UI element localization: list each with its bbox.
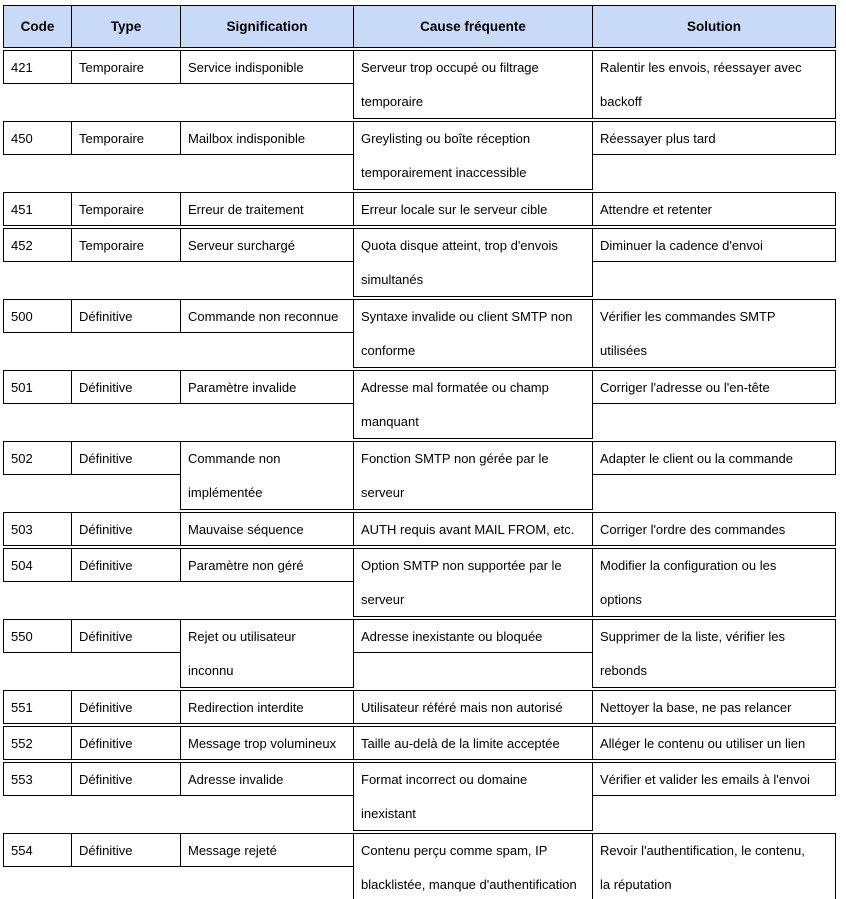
cell-code bbox=[3, 192, 72, 226]
cell-cause bbox=[353, 762, 593, 831]
cell-solution bbox=[592, 50, 836, 119]
cell-text-line: Fonction SMTP non gérée par le bbox=[361, 451, 549, 466]
cell-text-line: Commande non reconnue bbox=[188, 309, 339, 324]
cell-signification bbox=[180, 548, 354, 582]
cell-signification bbox=[180, 690, 354, 724]
cell-text-line: Option SMTP non supportée par le bbox=[361, 558, 562, 573]
cell-solution bbox=[592, 726, 836, 760]
cell-text-line: Serveur surchargé bbox=[188, 238, 295, 253]
cell-solution bbox=[592, 299, 836, 368]
cell-text-line: 452 bbox=[11, 238, 33, 253]
cell-solution bbox=[592, 762, 836, 796]
cell-text-line: blacklistée, manque d'authentification bbox=[361, 877, 577, 892]
cell-code bbox=[3, 228, 72, 262]
cell-code bbox=[3, 299, 72, 333]
cell-text-line: Définitive bbox=[79, 772, 133, 787]
cell-text-line: Nettoyer la base, ne pas relancer bbox=[600, 700, 792, 715]
cell-text-line: Définitive bbox=[79, 522, 133, 537]
cell-text-line: serveur bbox=[361, 592, 405, 607]
cell-code bbox=[3, 512, 72, 546]
table-header-row bbox=[3, 5, 840, 48]
cell-signification bbox=[180, 833, 354, 867]
cell-text-line: serveur bbox=[361, 485, 405, 500]
cell-type bbox=[71, 548, 181, 582]
cell-code bbox=[3, 548, 72, 582]
cell-type bbox=[71, 762, 181, 796]
cell-cause bbox=[353, 619, 593, 653]
cell-solution bbox=[592, 228, 836, 262]
cell-text-line: Modifier la configuration ou les bbox=[600, 558, 777, 573]
cell-text-line: inconnu bbox=[188, 663, 234, 678]
cell-solution bbox=[592, 370, 836, 404]
cell-code bbox=[3, 726, 72, 760]
table-row bbox=[3, 50, 840, 119]
cell-type bbox=[71, 512, 181, 546]
cell-signification bbox=[180, 619, 354, 688]
cell-type bbox=[71, 833, 181, 867]
cell-text-line: 451 bbox=[11, 202, 33, 217]
cell-cause bbox=[353, 726, 593, 760]
cell-signification bbox=[180, 512, 354, 546]
cell-text-line: Temporaire bbox=[79, 202, 145, 217]
cell-text-line: Réessayer plus tard bbox=[600, 131, 716, 146]
cell-signification bbox=[180, 441, 354, 510]
cell-text-line: Vérifier et valider les emails à l'envoi bbox=[600, 772, 810, 787]
header-cell-signification: Signification bbox=[180, 5, 354, 48]
cell-text-line: Quota disque atteint, trop d'envois bbox=[361, 238, 558, 253]
cell-text-line: 553 bbox=[11, 772, 33, 787]
cell-text-line: conforme bbox=[361, 343, 416, 358]
cell-text-line: AUTH requis avant MAIL FROM, etc. bbox=[361, 522, 575, 537]
cell-text-line: Alléger le contenu ou utiliser un lien bbox=[600, 736, 806, 751]
cell-text-line: 503 bbox=[11, 522, 33, 537]
cell-text-line: 450 bbox=[11, 131, 33, 146]
cell-text-line: Adresse invalide bbox=[188, 772, 284, 787]
cell-text-line: la réputation bbox=[600, 877, 672, 892]
cell-text-line: Commande non bbox=[188, 451, 281, 466]
cell-text-line: Définitive bbox=[79, 380, 133, 395]
cell-text-line: Vérifier les commandes SMTP bbox=[600, 309, 776, 324]
table-row bbox=[3, 299, 840, 368]
cell-solution bbox=[592, 192, 836, 226]
cell-type bbox=[71, 726, 181, 760]
cell-type bbox=[71, 690, 181, 724]
cell-text-line: backoff bbox=[600, 94, 642, 109]
cell-text-line: Message trop volumineux bbox=[188, 736, 337, 751]
cell-text-line: Temporaire bbox=[79, 60, 145, 75]
cell-type bbox=[71, 192, 181, 226]
cell-text-line: 504 bbox=[11, 558, 33, 573]
cell-text-line: 500 bbox=[11, 309, 33, 324]
cell-text-line: Adapter le client ou la commande bbox=[600, 451, 793, 466]
cell-text-line: options bbox=[600, 592, 642, 607]
cell-text-line: Taille au-delà de la limite acceptée bbox=[361, 736, 560, 751]
cell-solution bbox=[592, 690, 836, 724]
cell-cause bbox=[353, 192, 593, 226]
table-row bbox=[3, 726, 840, 760]
cell-text-line: Utilisateur référé mais non autorisé bbox=[361, 700, 563, 715]
cell-code bbox=[3, 762, 72, 796]
cell-text-line: Mailbox indisponible bbox=[188, 131, 306, 146]
cell-type bbox=[71, 619, 181, 653]
cell-solution bbox=[592, 548, 836, 617]
cell-text-line: manquant bbox=[361, 414, 419, 429]
cell-text-line: Paramètre non géré bbox=[188, 558, 304, 573]
cell-text-line: 421 bbox=[11, 60, 33, 75]
cell-signification bbox=[180, 762, 354, 796]
cell-text-line: Erreur locale sur le serveur cible bbox=[361, 202, 548, 217]
cell-code bbox=[3, 50, 72, 84]
cell-cause bbox=[353, 370, 593, 439]
cell-cause bbox=[353, 512, 593, 546]
cell-text-line: Adresse inexistante ou bloquée bbox=[361, 629, 543, 644]
cell-type bbox=[71, 441, 181, 475]
cell-type bbox=[71, 50, 181, 84]
cell-solution bbox=[592, 121, 836, 155]
table-row bbox=[3, 548, 840, 617]
header-cell-solution: Solution bbox=[592, 5, 836, 48]
cell-cause bbox=[353, 441, 593, 510]
cell-text-line: Redirection interdite bbox=[188, 700, 304, 715]
cell-text-line: Greylisting ou boîte réception bbox=[361, 131, 531, 146]
cell-solution bbox=[592, 441, 836, 475]
header-cell-type: Type bbox=[71, 5, 181, 48]
table-row bbox=[3, 512, 840, 546]
table-row bbox=[3, 370, 840, 439]
cell-solution bbox=[592, 619, 836, 688]
cell-text-line: Mauvaise séquence bbox=[188, 522, 304, 537]
cell-text-line: Corriger l'adresse ou l'en-tête bbox=[600, 380, 770, 395]
cell-code bbox=[3, 441, 72, 475]
cell-text-line: Revoir l'authentification, le contenu, bbox=[600, 843, 805, 858]
table-row bbox=[3, 690, 840, 724]
cell-text-line: Supprimer de la liste, vérifier les bbox=[600, 629, 785, 644]
cell-signification bbox=[180, 192, 354, 226]
cell-signification bbox=[180, 370, 354, 404]
cell-signification bbox=[180, 726, 354, 760]
cell-type bbox=[71, 370, 181, 404]
cell-text-line: 552 bbox=[11, 736, 33, 751]
cell-text-line: Attendre et retenter bbox=[600, 202, 713, 217]
cell-solution bbox=[592, 833, 836, 899]
smtp-codes-table bbox=[3, 5, 840, 899]
cell-code bbox=[3, 121, 72, 155]
cell-text-line: 550 bbox=[11, 629, 33, 644]
cell-text-line: Diminuer la cadence d'envoi bbox=[600, 238, 763, 253]
cell-text-line: Définitive bbox=[79, 843, 133, 858]
cell-text-line: Format incorrect ou domaine bbox=[361, 772, 528, 787]
cell-text-line: Service indisponible bbox=[188, 60, 304, 75]
cell-text-line: Définitive bbox=[79, 451, 133, 466]
cell-solution bbox=[592, 512, 836, 546]
cell-code bbox=[3, 833, 72, 867]
cell-cause bbox=[353, 690, 593, 724]
table-row bbox=[3, 441, 840, 510]
cell-signification bbox=[180, 121, 354, 155]
table-row bbox=[3, 192, 840, 226]
table-row bbox=[3, 619, 840, 688]
cell-text-line: implémentée bbox=[188, 485, 263, 500]
cell-code bbox=[3, 619, 72, 653]
table-row bbox=[3, 833, 840, 899]
cell-text-line: rebonds bbox=[600, 663, 647, 678]
cell-text-line: Définitive bbox=[79, 700, 133, 715]
cell-text-line: Message rejeté bbox=[188, 843, 277, 858]
cell-cause bbox=[353, 833, 593, 899]
cell-text-line: Serveur trop occupé ou filtrage bbox=[361, 60, 539, 75]
cell-text-line: Corriger l'ordre des commandes bbox=[600, 522, 786, 537]
cell-text-line: utilisées bbox=[600, 343, 647, 358]
cell-signification bbox=[180, 228, 354, 262]
cell-text-line: temporairement inaccessible bbox=[361, 165, 527, 180]
cell-text-line: Syntaxe invalide ou client SMTP non bbox=[361, 309, 573, 324]
cell-text-line: Erreur de traitement bbox=[188, 202, 304, 217]
cell-text-line: Définitive bbox=[79, 558, 133, 573]
cell-type bbox=[71, 228, 181, 262]
cell-text-line: Définitive bbox=[79, 736, 133, 751]
cell-text-line: Définitive bbox=[79, 629, 133, 644]
cell-text-line: Rejet ou utilisateur bbox=[188, 629, 296, 644]
header-cell-cause: Cause fréquente bbox=[353, 5, 593, 48]
cell-code bbox=[3, 690, 72, 724]
cell-text-line: Temporaire bbox=[79, 131, 145, 146]
table-row bbox=[3, 228, 840, 297]
cell-text-line: Définitive bbox=[79, 309, 133, 324]
cell-text-line: Ralentir les envois, réessayer avec bbox=[600, 60, 802, 75]
cell-text-line: Contenu perçu comme spam, IP bbox=[361, 843, 548, 858]
table-row bbox=[3, 121, 840, 190]
cell-text-line: 502 bbox=[11, 451, 33, 466]
cell-signification bbox=[180, 299, 354, 333]
cell-text-line: Adresse mal formatée ou champ bbox=[361, 380, 549, 395]
cell-text-line: 501 bbox=[11, 380, 33, 395]
cell-type bbox=[71, 121, 181, 155]
cell-text-line: inexistant bbox=[361, 806, 416, 821]
cell-cause bbox=[353, 228, 593, 297]
cell-cause bbox=[353, 299, 593, 368]
table-row bbox=[3, 762, 840, 831]
cell-cause bbox=[353, 50, 593, 119]
cell-signification bbox=[180, 50, 354, 84]
cell-text-line: simultanés bbox=[361, 272, 424, 287]
cell-text-line: Temporaire bbox=[79, 238, 145, 253]
cell-cause bbox=[353, 121, 593, 190]
cell-text-line: temporaire bbox=[361, 94, 424, 109]
cell-text-line: Paramètre invalide bbox=[188, 380, 297, 395]
cell-code bbox=[3, 370, 72, 404]
cell-cause bbox=[353, 548, 593, 617]
smtp-code-table-body bbox=[3, 50, 840, 899]
cell-text-line: 554 bbox=[11, 843, 33, 858]
cell-type bbox=[71, 299, 181, 333]
header-cell-code: Code bbox=[3, 5, 72, 48]
cell-text-line: 551 bbox=[11, 700, 33, 715]
